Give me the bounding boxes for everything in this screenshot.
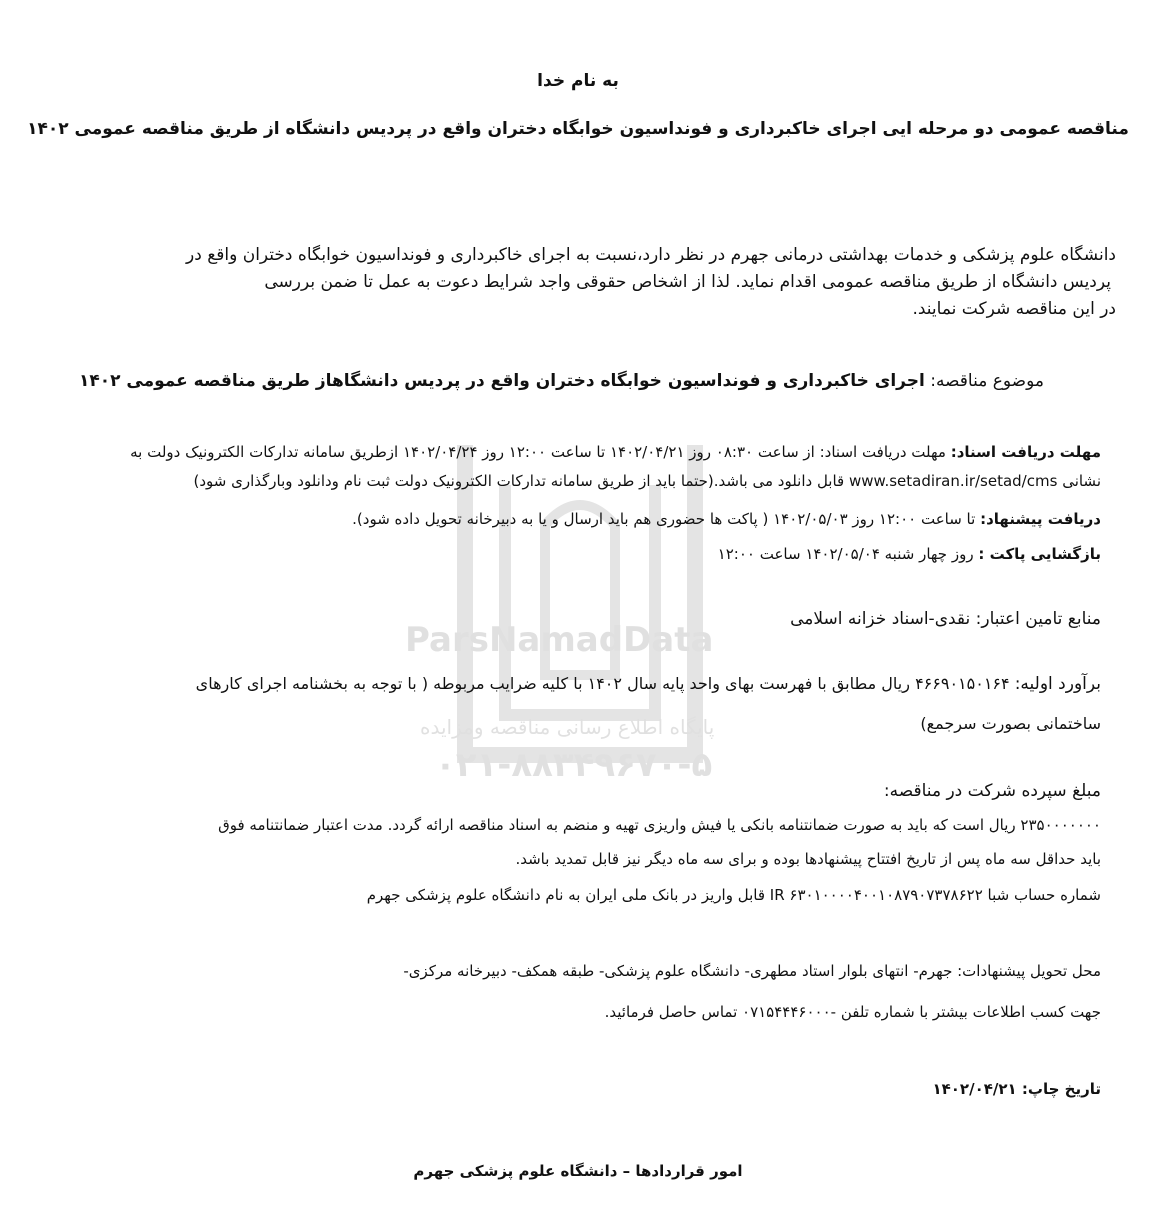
estimate-text: ۴۶۶۹۰۱۵۰۱۶۴ ریال مطابق با فهرست بهای واحد پایه سال ۱۴۰۲ با کلیه ضرایب مربوطه ( با توجه به بخشنامه اجرای کارهای (195, 674, 1010, 693)
intro-line-3: در این مناقصه شرکت نمایند. (912, 299, 1116, 319)
watermark-brand: ParsNamadData (405, 620, 714, 660)
proposal-label: دریافت پیشنهاد: (980, 510, 1101, 528)
subject-line (79, 370, 1044, 392)
footer-signature: امور قراردادها – دانشگاه علوم پزشکی جهرم (413, 1162, 743, 1180)
proposal-line (352, 508, 1101, 530)
deadline-prefix: نشانی (1062, 472, 1101, 490)
opening-line (718, 543, 1101, 565)
print-date (932, 1078, 1101, 1100)
deadline-suffix: قابل دانلود می باشد.(حتما باید از طریق سامانه تدارکات الکترونیک دولت ثبت نام ودانلود وبارگذاری شود) (193, 472, 845, 490)
estimate-line-2: ساختمانی بصورت سرجمع) (920, 714, 1101, 733)
print-date-label: تاریخ چاپ: (1021, 1080, 1101, 1098)
print-date-value: ۱۴۰۲/۰۴/۲۱ (932, 1080, 1017, 1098)
deadline-line-1 (130, 441, 1101, 463)
page-title: مناقصه عمومی دو مرحله ایی اجرای خاکبرداری و فونداسیون خوابگاه دختران واقع در پردیس دانشگاه از طریق مناقصه عمومی ۱۴۰۲ (27, 119, 1129, 139)
estimate-label: برآورد اولیه: (1014, 674, 1101, 694)
setad-url[interactable]: www.setadiran.ir/setad/cms (849, 472, 1058, 490)
deposit-line-2: باید حداقل سه ماه پس از تاریخ افتتاح پیشنهادها بوده و برای سه ماه دیگر نیز قابل تمدید باشد. (515, 850, 1101, 868)
funding-line: منابع تامین اعتبار: نقدی-اسناد خزانه اسلامی (790, 609, 1101, 629)
subject-label: موضوع مناقصه: (930, 371, 1044, 391)
deadline-label: مهلت دریافت اسناد: (950, 443, 1101, 461)
intro-line-2: پردیس دانشگاه از طریق مناقصه عمومی اقدام نماید. لذا از اشخاص حقوقی واجد شرایط دعوت به عمل تا ضمن بررسی (264, 272, 1111, 292)
intro-line-1: دانشگاه علوم پزشکی و خدمات بهداشتی درمانی جهرم در نظر دارد،نسبت به اجرای خاکبرداری و فونداسیون خوابگاه دختران واقع در (186, 245, 1116, 265)
estimate-line-1 (196, 673, 1101, 695)
subject-value: اجرای خاکبرداری و فونداسیون خوابگاه دختران واقع در پردیس دانشگاهاز طریق مناقصه عمومی ۱۴۰۲ (78, 371, 925, 391)
deadline-line-2 (193, 470, 1101, 492)
deposit-line-3: شماره حساب شبا IR ۶۳۰۱۰۰۰۰۴۰۰۱۰۸۷۹۰۷۳۷۸۶۲۲ قابل واریز در بانک ملی ایران به نام دانشگاه علوم پزشکی جهرم (366, 886, 1101, 904)
delivery-location: محل تحویل پیشنهادات: جهرم- انتهای بلوار استاد مطهری- دانشگاه علوم پزشکی- طبقه همکف- دبیرخانه مرکزی- (403, 962, 1101, 980)
opening-label: بازگشایی پاکت : (978, 545, 1101, 563)
watermark-tagline: پایگاه اطلاع رسانی مناقصه ومزایده (420, 715, 715, 739)
deposit-line-1: ۲۳۵۰۰۰۰۰۰۰ ریال است که باید به صورت ضمانتنامه بانکی یا فیش واریزی تهیه و منضم به اسناد مناقصه ارائه گردد. مدت اعتبار ضمانتنامه فوق (218, 816, 1101, 834)
basmala: به نام خدا (537, 71, 619, 91)
delivery-contact: جهت کسب اطلاعات بیشتر با شماره تلفن -۰۷۱۵۴۴۴۶۰۰۰ تماس حاصل فرمائید. (604, 1003, 1101, 1021)
deadline-text: مهلت دریافت اسناد: از ساعت ۰۸:۳۰ روز ۱۴۰۲/۰۴/۲۱ تا ساعت ۱۲:۰۰ روز ۱۴۰۲/۰۴/۲۴ ازطریق سامانه تدارکات الکترونیک دولت به (130, 443, 946, 461)
deposit-heading: مبلغ سپرده شرکت در مناقصه: (883, 781, 1101, 801)
opening-value: روز چهار شنبه ۱۴۰۲/۰۵/۰۴ ساعت ۱۲:۰۰ (717, 545, 974, 563)
proposal-value: تا ساعت ۱۲:۰۰ روز ۱۴۰۲/۰۵/۰۳ ( پاکت ها حضوری هم باید ارسال و یا به دبیرخانه تحویل داده شود). (352, 510, 976, 528)
watermark-phone: ۰۲۱-۸۸۳۴۹۶۷۰-۵ (435, 745, 713, 785)
